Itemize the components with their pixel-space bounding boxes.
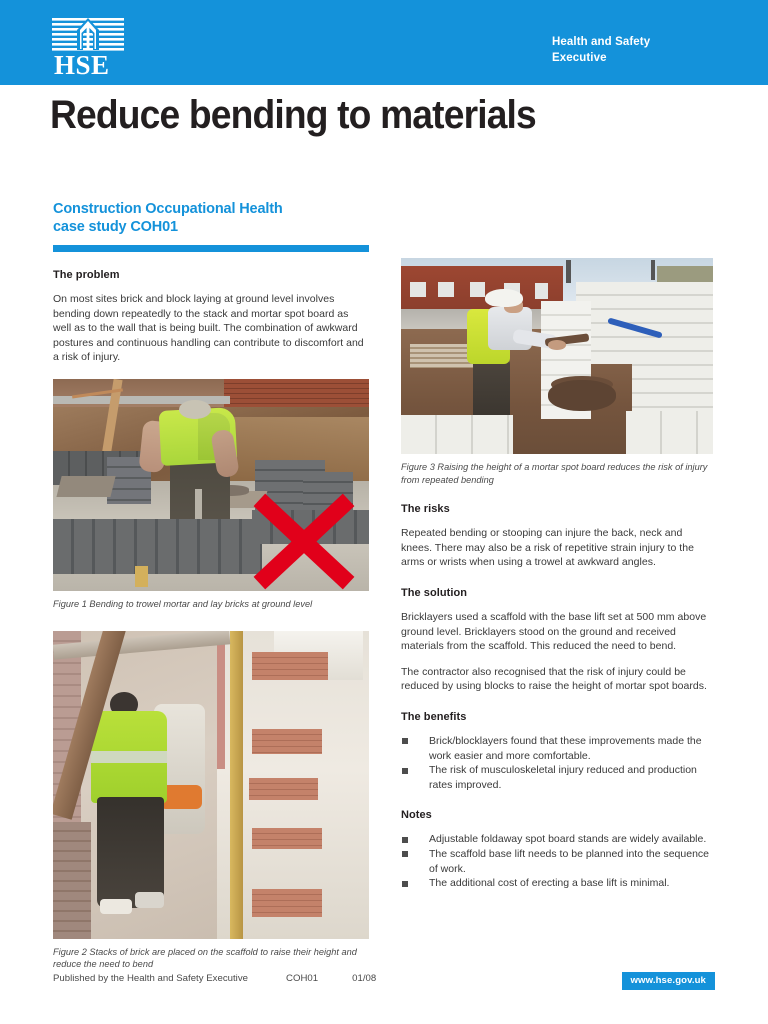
footer-publication-line xyxy=(53,973,376,984)
list-item xyxy=(401,832,713,847)
list-item-text: The additional cost of erecting a base lift is minimal. xyxy=(429,877,670,890)
notes-list xyxy=(401,832,713,890)
list-item xyxy=(401,847,713,876)
text-the-solution-1: Bricklayers used a scaffold with the base lift set at 500 mm above ground level. Bricklayers stood on the ground and received materials from the scaffold. This reduced the need to bend. xyxy=(401,610,707,653)
case-study-title xyxy=(53,200,369,236)
case-study-title-line-2: case study COH01 xyxy=(53,219,178,235)
heading-notes: Notes xyxy=(401,809,432,822)
list-item xyxy=(401,763,713,792)
left-column xyxy=(53,200,369,971)
list-item-text: The scaffold base lift needs to be planned into the sequence of work. xyxy=(429,847,710,875)
heading-the-risks: The risks xyxy=(401,503,450,516)
heading-the-solution: The solution xyxy=(401,586,467,599)
right-column xyxy=(401,258,713,891)
square-bullet-icon xyxy=(402,837,408,843)
square-bullet-icon xyxy=(402,851,408,857)
text-the-risks: Repeated bending or stooping can injure the back, neck and knees. There may also be a risk of repetitive strain injury to the arms or wrists when using a trowel at awkward angles. xyxy=(401,527,694,569)
footer-ref-code: COH01 xyxy=(286,973,319,984)
square-bullet-icon xyxy=(402,881,408,887)
list-item xyxy=(401,734,713,763)
figure-1-photo xyxy=(53,379,369,591)
figure-1-caption: Figure 1 Bending to trowel mortar and lay bricks at ground level xyxy=(53,598,313,609)
list-item-text: Brick/blocklayers found that these improvements made the work easier and more comfortable. xyxy=(429,734,702,762)
text-the-solution-2: The contractor also recognised that the risk of injury could be reduced by using blocks to raise the height of mortar spot boards. xyxy=(401,665,707,693)
blue-rule-bar xyxy=(53,245,369,252)
list-item-text: Adjustable foldaway spot board stands are widely available. xyxy=(429,833,707,846)
footer-date-code: 01/08 xyxy=(352,973,377,984)
hse-website-link[interactable]: www.hse.gov.uk xyxy=(622,972,716,990)
list-item-text: The risk of musculoskeletal injury reduced and production rates improved. xyxy=(429,764,697,791)
square-bullet-icon xyxy=(402,738,408,744)
org-line-2: Executive xyxy=(552,52,607,64)
header-band xyxy=(0,0,768,85)
hse-logo xyxy=(52,16,124,78)
text-the-problem: On most sites brick and block laying at ground level involves bending down repeatedly to the stack and mortar spot board as well as to the wall that is being built. The combination of awkward postures and continuous handling can contribute to discomfort and a risk of injury. xyxy=(53,293,364,364)
org-line-1: Health and Safety xyxy=(552,36,651,48)
benefits-list xyxy=(401,734,713,792)
organisation-name xyxy=(552,34,712,66)
figure-2-caption: Figure 2 Stacks of brick are placed on the scaffold to raise their height and reduce the need to bend xyxy=(53,946,357,970)
heading-the-benefits: The benefits xyxy=(401,710,467,723)
page-title: Reduce bending to materials xyxy=(50,93,536,137)
square-bullet-icon xyxy=(402,768,408,774)
footer-published-by: Published by the Health and Safety Executive xyxy=(53,973,249,984)
red-cross-icon xyxy=(245,497,363,587)
heading-the-problem: The problem xyxy=(53,269,120,281)
figure-3-photo xyxy=(401,258,713,454)
case-study-title-line-1: Construction Occupational Health xyxy=(53,201,283,217)
figure-2-photo xyxy=(53,631,369,939)
list-item xyxy=(401,876,713,891)
figure-3-caption: Figure 3 Raising the height of a mortar spot board reduces the risk of injury from repeated bending xyxy=(401,462,708,485)
svg-text:HSE: HSE xyxy=(54,50,110,78)
